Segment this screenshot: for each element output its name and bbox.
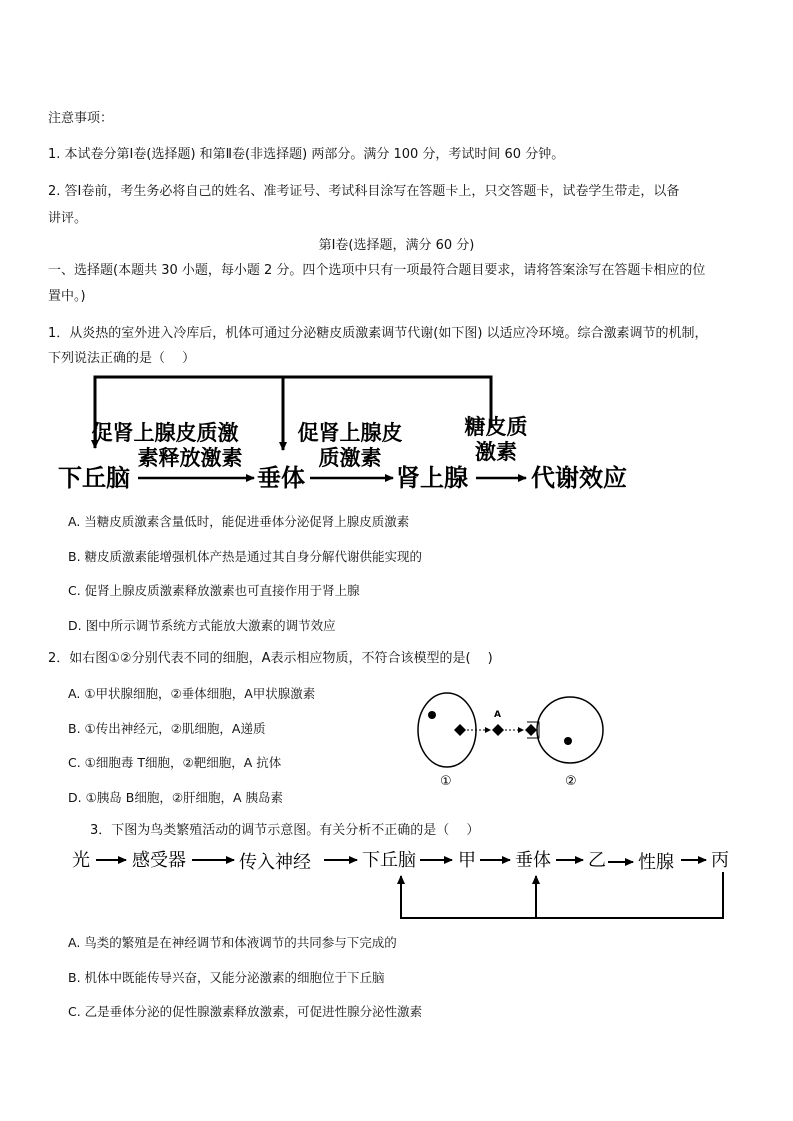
q2-stem: 2．如右图①②分别代表不同的细胞，A表示相应物质，不符合该模型的是( ) [48,651,493,666]
node-yi: 乙 [588,850,606,871]
node-afferent-nerve: 传入神经 [239,852,311,873]
q3-option-a: A. 鸟类的繁殖是在神经调节和体液调节的共同参与下完成的 [68,935,397,950]
q2-option-c: C. ①细胞毒 T细胞，②靶细胞，A 抗体 [68,755,282,770]
notice-item-2-line-1: 2. 答Ⅰ卷前，考生务必将自己的姓名、准考证号、考试科目涂写在答题卡上，只交答题卡，试卷学生带走，以备 [48,184,680,199]
node-pituitary: 垂体 [257,464,305,492]
q1-option-d: D. 图中所示调节系统方式能放大激素的调节效应 [68,618,336,633]
label-glucocorticoid-line-2: 激素 [475,440,517,464]
q1-option-c: C. 促肾上腺皮质激素释放激素也可直接作用于肾上腺 [68,583,360,598]
label-acth-line-2: 质激素 [318,446,382,470]
q3-option-b: B. 机体中既能传导兴奋，又能分泌激素的细胞位于下丘脑 [68,970,385,985]
q3-option-c: C. 乙是垂体分泌的促性腺激素释放激素，可促进性腺分泌性激素 [68,1004,423,1019]
substance-a-label: A [494,710,501,720]
cell-1-nucleus [428,711,436,719]
notice-item-1: 1. 本试卷分第Ⅰ卷(选择题) 和第Ⅱ卷(非选择题) 两部分。满分 100 分，考试时间 60 分钟。 [48,147,565,162]
cell-2 [537,697,603,763]
node-pituitary: 垂体 [515,850,551,871]
node-hypothalamus: 下丘脑 [362,850,416,871]
node-adrenal: 肾上腺 [396,464,468,492]
section-intro-line-2: 置中。) [48,289,86,304]
substance-a-icon [492,724,504,736]
q3-regulation-diagram [60,840,750,925]
q1-stem-line-2: 下列说法正确的是（ ） [48,351,196,366]
label-glucocorticoid-line-1: 糖皮质 [464,415,528,439]
q1-stem-line-1: 1．从炎热的室外进入冷库后，机体可通过分泌糖皮质激素调节代谢(如下图) 以适应冷环境。综合激素调节的机制， [48,326,708,341]
cell-2-nucleus [564,737,572,745]
cell-1-label: ① [440,774,452,789]
q2-option-d: D. ①胰岛 B细胞，②肝细胞，A 胰岛素 [68,790,284,805]
q1-option-a: A. 当糖皮质激素含量低时，能促进垂体分泌促肾上腺皮质激素 [68,514,410,529]
q1-hormone-diagram [50,372,650,497]
node-light: 光 [72,850,90,871]
q3-stem: 3．下图为鸟类繁殖活动的调节示意图。有关分析不正确的是（ ） [90,823,480,838]
notice-heading: 注意事项： [48,111,114,126]
secreted-substance-icon [454,724,466,736]
node-hypothalamus: 下丘脑 [58,464,130,492]
q2-cell-diagram [410,690,610,790]
node-metabolic-effect: 代谢效应 [531,464,627,492]
q1-option-b: B. 糖皮质激素能增强机体产热是通过其自身分解代谢供能实现的 [68,549,423,564]
node-receptor: 感受器 [132,850,186,871]
label-crh-line-2: 素释放激素 [137,446,243,470]
section-title: 第Ⅰ卷(选择题，满分 60 分) [318,238,475,253]
cell-2-label: ② [565,774,577,789]
q2-option-a: A. ①甲状腺细胞，②垂体细胞，A甲状腺激素 [68,686,316,701]
q2-option-b: B. ①传出神经元，②肌细胞，A递质 [68,721,266,736]
node-jia: 甲 [458,850,476,871]
feedback-to-hypothalamus-arrow [401,872,723,918]
label-acth-line-1: 促肾上腺皮 [297,421,403,445]
section-intro-line-1: 一、选择题(本题共 30 小题，每小题 2 分。四个选项中只有一项最符合题目要求，请将答案涂写在答题卡相应的位 [48,263,706,278]
label-crh-line-1: 促肾上腺皮质激 [91,421,239,445]
notice-item-2-line-2: 讲评。 [48,211,88,226]
node-bing: 丙 [711,850,729,871]
bound-substance-icon [525,724,537,736]
node-gonad: 性腺 [638,852,674,873]
